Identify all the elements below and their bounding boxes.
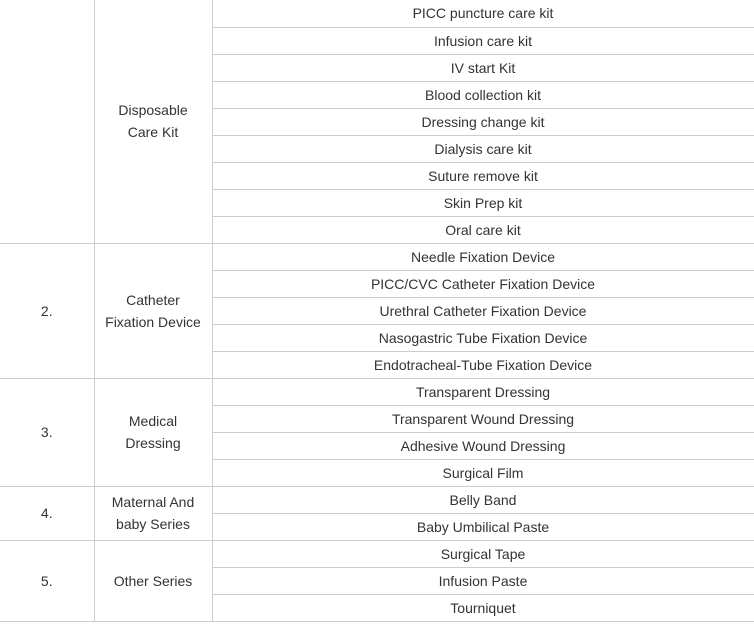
table-row bbox=[0, 540, 754, 567]
product-item: Transparent Dressing bbox=[212, 378, 754, 405]
product-item: Surgical Film bbox=[212, 459, 754, 486]
category-number: 5. bbox=[0, 540, 94, 621]
product-item: PICC/CVC Catheter Fixation Device bbox=[212, 270, 754, 297]
category-number: 2. bbox=[0, 243, 94, 378]
category-number bbox=[0, 0, 94, 243]
table-row bbox=[0, 378, 754, 405]
category-name: Catheter Fixation Device bbox=[94, 243, 212, 378]
product-item: Transparent Wound Dressing bbox=[212, 405, 754, 432]
category-number: 4. bbox=[0, 486, 94, 540]
product-item: Nasogastric Tube Fixation Device bbox=[212, 324, 754, 351]
product-item: PICC puncture care kit bbox=[212, 0, 754, 27]
category-name: Medical Dressing bbox=[94, 378, 212, 486]
category-name: Other Series bbox=[94, 540, 212, 621]
product-item: Infusion care kit bbox=[212, 27, 754, 54]
product-item: Dressing change kit bbox=[212, 108, 754, 135]
category-name: Disposable Care Kit bbox=[94, 0, 212, 243]
product-item: Tourniquet bbox=[212, 594, 754, 621]
product-item: Endotracheal-Tube Fixation Device bbox=[212, 351, 754, 378]
product-item: Blood collection kit bbox=[212, 81, 754, 108]
table-row bbox=[0, 243, 754, 270]
category-name: Maternal And baby Series bbox=[94, 486, 212, 540]
product-item: IV start Kit bbox=[212, 54, 754, 81]
product-item: Surgical Tape bbox=[212, 540, 754, 567]
category-number: 3. bbox=[0, 378, 94, 486]
product-item: Baby Umbilical Paste bbox=[212, 513, 754, 540]
table-row bbox=[0, 0, 754, 27]
product-item: Needle Fixation Device bbox=[212, 243, 754, 270]
product-item: Suture remove kit bbox=[212, 162, 754, 189]
product-item: Urethral Catheter Fixation Device bbox=[212, 297, 754, 324]
product-item: Skin Prep kit bbox=[212, 189, 754, 216]
product-item: Adhesive Wound Dressing bbox=[212, 432, 754, 459]
product-item: Infusion Paste bbox=[212, 567, 754, 594]
product-item: Belly Band bbox=[212, 486, 754, 513]
product-item: Dialysis care kit bbox=[212, 135, 754, 162]
table-row bbox=[0, 486, 754, 513]
product-item: Oral care kit bbox=[212, 216, 754, 243]
